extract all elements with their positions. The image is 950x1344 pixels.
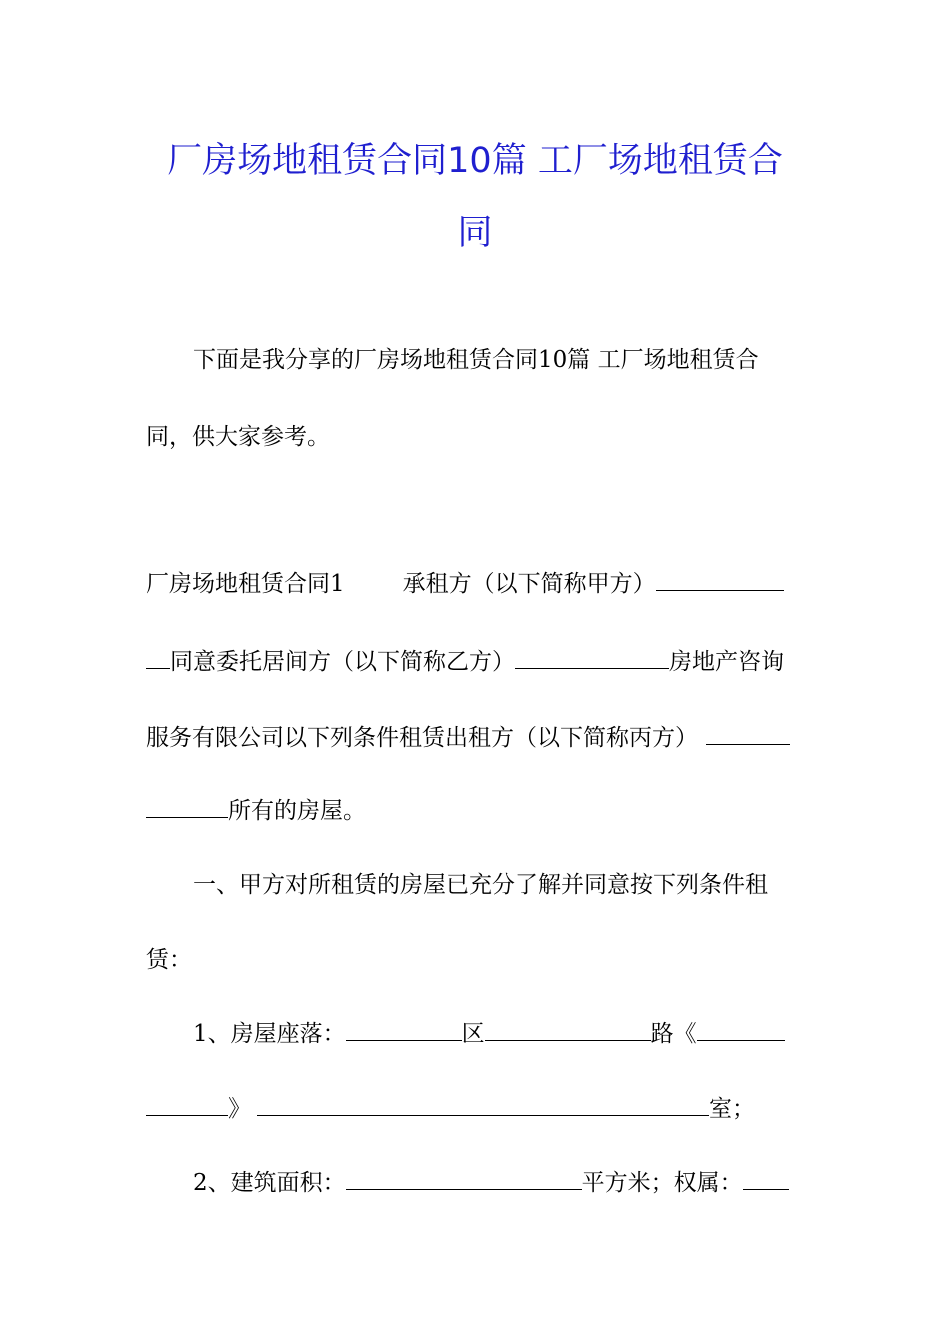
party-b-company: 房地产咨询 — [669, 649, 784, 675]
intro-line-2: 同，供大家参考。 — [146, 424, 330, 450]
item1-close: 》 — [228, 1096, 251, 1122]
item2-line-1 — [193, 1167, 806, 1198]
blank-room — [257, 1093, 709, 1116]
item2-label: 2、建筑面积： — [193, 1170, 346, 1196]
item1-line-1 — [193, 1018, 806, 1049]
ownership-text: 所有的房屋。 — [228, 798, 366, 824]
section1-line-1: 一、甲方对所租赁的房屋已充分了解并同意按下列条件租 — [193, 872, 768, 898]
blank-building-cont — [146, 1093, 228, 1116]
title-line-2: 同 — [457, 213, 493, 253]
contract-line-2 — [146, 646, 806, 677]
blank-ownership — [743, 1167, 789, 1190]
contract-heading: 厂房场地租赁合同1 — [146, 571, 345, 597]
item1-line-2 — [146, 1093, 806, 1124]
item1-district: 区 — [461, 1021, 485, 1047]
title-line-1: 厂房场地租赁合同10篇 工厂场地租赁合 — [167, 141, 783, 181]
item1-road: 路《 — [650, 1021, 697, 1047]
blank-building — [697, 1018, 785, 1041]
party-b-label: 同意委托居间方（以下简称乙方） — [170, 649, 515, 675]
blank-party-b — [515, 646, 669, 669]
contract-line-1 — [146, 568, 806, 599]
section1-line-2: 赁： — [146, 947, 192, 973]
blank-party-c — [706, 722, 790, 745]
intro-line-1: 下面是我分享的厂房场地租赁合同10篇 工厂场地租赁合 — [193, 347, 759, 373]
blank-area — [346, 1167, 582, 1190]
party-a-label: 承租方（以下简称甲方） — [402, 571, 656, 597]
contract-line-4 — [146, 795, 806, 826]
blank-party-a-cont — [146, 646, 170, 669]
item1-room: 室； — [709, 1096, 755, 1122]
item1-label: 1、房屋座落： — [193, 1021, 346, 1047]
blank-party-a — [656, 568, 784, 591]
item2-unit: 平方米；权属： — [581, 1170, 743, 1196]
blank-party-c-cont — [146, 795, 228, 818]
party-c-label: 服务有限公司以下列条件租赁出租方（以下简称丙方） — [146, 725, 698, 751]
blank-road — [485, 1018, 651, 1041]
blank-district — [346, 1018, 462, 1041]
contract-line-3 — [146, 722, 806, 753]
